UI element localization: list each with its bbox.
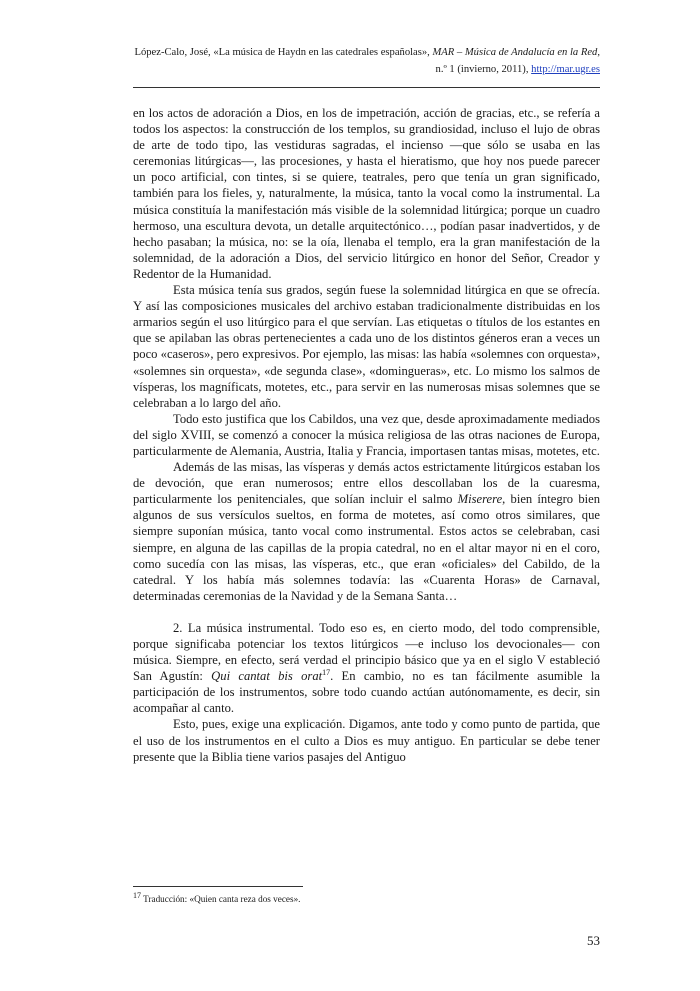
miserere-italic: Miserere <box>457 492 503 507</box>
running-header <box>133 44 600 78</box>
header-issue: , n.º 1 (invierno, 2011), <box>435 47 600 75</box>
paragraph-3: Todo esto justifica que los Cabildos, una vez que, desde aproximadamente mediados del siglo XVIII, se comenzó a conocer la música religiosa de las otras naciones de Europa, particularmente de Alemania, Austria, Italia y Francia, importasen tantas misas, motetes, etc. <box>133 411 600 458</box>
header-journal: MAR – Música de Andalucía en la Red <box>432 47 598 58</box>
paragraph-2: Esta música tenía sus grados, según fuese la solemnidad litúrgica en que se ofrecía. Y así las composiciones musicales del archivo estaban tradicionalmente distribuidas en los armarios según el uso litúrgico para el que servían. Las etiquetas o títulos de los estantes en que se apilaban las obras pertenecientes a cada uno de los distintos géneros eran a veces un poco «caseros», pero expresivos. Por ejemplo, las misas: las había «solemnes con orquesta», «solemnes sin orquesta», «de segunda clase», «domingueras», etc. Lo mismo los salmos de vísperas, los magníficats, motetes, etc., para servir en las numerosas misas solemnes que se celebraban a lo largo del año. <box>133 283 600 410</box>
header-author: López-Calo, José, <box>134 47 211 58</box>
paragraph-5-part-b: . En cambio, no es tan fácilmente asumible la participación de los instrumentos, sobre todo cuando actúan autónomamente, es decir, sin acompañar al canto. <box>133 669 600 716</box>
footnote-number: 17 <box>133 890 141 900</box>
paragraph-6: Esto, pues, exige una explicación. Digamos, ante todo y como punto de partida, que el uso de los instrumentos en el culto a Dios es muy antiguo. En particular se debe tener presente que la Biblia tiene varios pasajes del Antiguo <box>133 717 600 764</box>
footnote-text: Traducción: «Quien canta reza dos veces». <box>143 894 301 904</box>
paragraph-4-part-b: , bien íntegro bien algunos de sus versículos sueltos, en forma de motetes, así como otros similares, que siempre suponían música, tanto vocal como instrumental. Estos actos se celebraban, casi siempre, en alguna de las capillas de la propia catedral, no en el altar mayor ni en el coro, como sucedía con las misas, las vísperas, etc., que eran «oficiales» del Cabildo, de la catedral. Y los había más solemnes todavía: las «Cuarenta Horas» de Carnaval, determinadas ceremonias de la Navidad y de la Semana Santa… <box>133 492 600 603</box>
body-text <box>133 105 600 765</box>
paragraph-4-part-a: Además de las misas, las vísperas y demás actos estrictamente litúrgicos estaban los de devoción, que eran numerosos; entre ellos descollaban los de la cuaresma, particularmente los penitenciales, que solían incluir el salmo <box>133 460 600 507</box>
paragraph-5-part-a: 2. La música instrumental. Todo eso es, en cierto modo, del todo comprensible, porque significaba potenciar los textos litúrgicos —e incluso los devocionales— con música. Siempre, en efecto, será verdad el principio básico que ya en el siglo V estableció San Agustín: <box>133 620 600 684</box>
paragraph-4 <box>133 459 600 604</box>
footnote-ref-17[interactable]: 17 <box>322 668 331 677</box>
page-number: 53 <box>587 933 600 948</box>
footnote <box>133 890 600 905</box>
paragraph-1: en los actos de adoración a Dios, en los de impetración, acción de gracias, etc., se refería a todos los aspectos: la construcción de los templos, su grandiosidad, incluso el lujo de obras de arte de todo tipo, las vestiduras sagradas, el incienso —que sólo se usaba en las ceremonias litúrgicas—, las procesiones, y hasta el hieratismo, que hoy nos puede parecer un poco artificial, con tintes, si se quiere, teatrales, pero que tenía un gran significado, también para los fieles, y, naturalmente, la música, tanto la vocal como la instrumental. La música constituía la manifestación más visible de la solemnidad litúrgica; porque un cuadro hermoso, una escultura devota, un detalle arquitectónico…, podían pasar inadvertidos, y de hecho pasaban; la música, no: se la oía, llenaba el templo, era la gran manifestación de la solemnidad, de la adoración a Dios, del servicio litúrgico en honor del Señor, Creador y Redentor de la Humanidad. <box>133 106 600 281</box>
latin-quote-italic: Qui cantat bis orat <box>211 669 323 684</box>
header-url-link[interactable]: http://mar.ugr.es <box>531 64 600 75</box>
header-article-title: «La música de Haydn en las catedrales españolas», <box>213 47 430 58</box>
header-divider <box>133 87 600 88</box>
paragraph-5-section-heading <box>133 620 600 717</box>
footnote-divider <box>133 886 303 887</box>
